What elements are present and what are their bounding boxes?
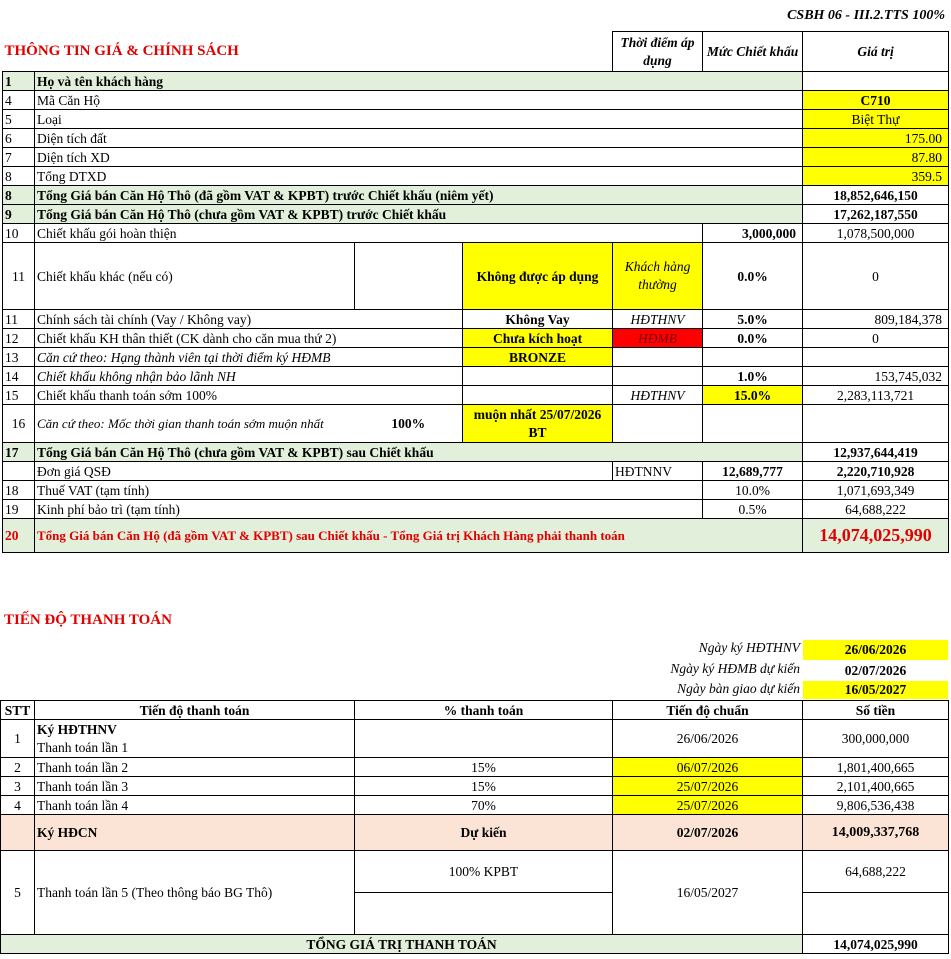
section-title-payment: TIẾN ĐỘ THANH TOÁN (4, 612, 172, 628)
header-time: Thời điểm áp dụng (613, 32, 703, 72)
row-17: 17 Tổng Giá bán Căn Hộ Thô (chưa gồm VAT & KPBT) sau Chiết khấu 12,937,644,419 (3, 443, 949, 462)
grand-total: 14,074,025,990 (803, 519, 949, 553)
row-4: 4 Mã Căn Hộ C710 (3, 91, 949, 110)
payment-schedule-table: STT Tiến độ thanh toán % thanh toán Tiến độ chuẩn Số tiền 1 Ký HĐTHNV Thanh toán lần 1 26/06/2026 300,000,000 2 Thanh toán lần 2 15% 06/07/2026 1,801,400,665 3 Thanh toán lần 3 15% 25/07/2026 2,101,400,665 4 Thanh toán lần 4 70% 25/07/2026 9,806,536,438 Ký HĐCN Dự kiến 02/07/2026 14,009,337,768 5 Thanh toán lần 5 (Theo thông báo BG Thô) 100% KPBT 16/05/2027 64,688,222 TỔNG GIÁ TRỊ THANH TOÁN 14,074,025,990 (0, 700, 949, 954)
row-8a: 8 Tổng DTXD 359.5 (3, 167, 949, 186)
row-7: 7 Diện tích XD 87.80 (3, 148, 949, 167)
payment-total-row: TỔNG GIÁ TRỊ THANH TOÁN 14,074,025,990 (1, 935, 949, 954)
handover-date-label: Ngày bàn giao dự kiến (677, 681, 800, 696)
row-18: 18 Thuế VAT (tạm tính) 10.0% 1,071,693,349 (3, 481, 949, 500)
row-9: 9 Tổng Giá bán Căn Hộ Thô (chưa gồm VAT & KPBT) trước Chiết khấu 17,262,187,550 (3, 205, 949, 224)
row-5: 5 Loại Biệt Thự (3, 110, 949, 129)
payment-row-5a: 5 Thanh toán lần 5 (Theo thông báo BG Thô) 100% KPBT 16/05/2027 64,688,222 (1, 851, 949, 893)
payment-row-1: 1 Ký HĐTHNV Thanh toán lần 1 26/06/2026 300,000,000 (1, 720, 949, 758)
payment-total: 14,074,025,990 (803, 935, 949, 954)
member-rank: BRONZE (463, 348, 613, 367)
row-14: 14 Chiết khấu không nhận bảo lãnh NH 1.0% 153,745,032 (3, 367, 949, 386)
contract-date-label: Ngày ký HĐMB dự kiến (670, 661, 800, 676)
apartment-type: Biệt Thự (803, 110, 949, 129)
total-build-area: 359.5 (803, 167, 949, 186)
list-price: 18,852,646,150 (803, 186, 949, 205)
row-10: 10 Chiết khấu gói hoàn thiện 3,000,000 1,078,500,000 (3, 224, 949, 243)
land-area: 175.00 (803, 129, 949, 148)
row-13: 13 Căn cứ theo: Hạng thành viên tại thời điểm ký HĐMB BRONZE (3, 348, 949, 367)
sign-date: 26/06/2026 (803, 640, 948, 660)
row-6: 6 Diện tích đất 175.00 (3, 129, 949, 148)
header-discount: Mức Chiết khấu (703, 32, 803, 72)
row-qsd: Đơn giá QSĐ HĐTNNV 12,689,777 2,220,710,928 (3, 462, 949, 481)
payment-row-3: 3 Thanh toán lần 3 15% 25/07/2026 2,101,400,665 (1, 777, 949, 796)
row-8b: 8 Tổng Giá bán Căn Hộ Thô (đã gồm VAT & KPBT) trước Chiết khấu (niêm yết) 18,852,646,150 (3, 186, 949, 205)
build-area: 87.80 (803, 148, 949, 167)
handover-date: 16/05/2027 (803, 681, 948, 699)
row-16: 16 Căn cứ theo: Mốc thời gian thanh toán sớm muộn nhất 100% muộn nhất 25/07/2026 BT (3, 405, 949, 443)
document-code: CSBH 06 - III.2.TTS 100% (787, 8, 945, 23)
payment-row-hdcn: Ký HĐCN Dự kiến 02/07/2026 14,009,337,768 (1, 815, 949, 851)
row-19: 19 Kinh phí bảo trì (tạm tính) 0.5% 64,688,222 (3, 500, 949, 519)
row-11a: 11 Chiết khấu khác (nếu có) Không được áp dụng Khách hàng thường 0.0% 0 (3, 243, 949, 310)
payment-row-4: 4 Thanh toán lần 4 70% 25/07/2026 9,806,536,438 (1, 796, 949, 815)
customer-name-label: Họ và tên khách hàng (35, 72, 803, 91)
price-policy-table (2, 31, 949, 553)
row-11b: 11 Chính sách tài chính (Vay / Không vay) Không Vay HĐTHNV 5.0% 809,184,378 (3, 310, 949, 329)
apartment-code: C710 (803, 91, 949, 110)
row-15: 15 Chiết khấu thanh toán sớm 100% HĐTHNV 15.0% 2,283,113,721 (3, 386, 949, 405)
section-title-price: THÔNG TIN GIÁ & CHÍNH SÁCH (3, 32, 613, 72)
row-20: 20 Tổng Giá bán Căn Hộ (đã gồm VAT & KPBT) sau Chiết khấu - Tổng Giá trị Khách Hàng phải thanh toán 14,074,025,990 (3, 519, 949, 553)
row-1: 1 Họ và tên khách hàng (3, 72, 949, 91)
row-12: 12 Chiết khấu KH thân thiết (CK dành cho căn mua thứ 2) Chưa kích hoạt HĐMB 0.0% 0 (3, 329, 949, 348)
customer-name-value (803, 72, 949, 91)
price-excl-vat: 17,262,187,550 (803, 205, 949, 224)
contract-date: 02/07/2026 (844, 663, 907, 678)
sign-date-label: Ngày ký HĐTHNV (698, 640, 800, 655)
header-value: Giá trị (803, 32, 949, 72)
other-discount-status: Không được áp dụng (463, 243, 613, 310)
payment-row-2: 2 Thanh toán lần 2 15% 06/07/2026 1,801,400,665 (1, 758, 949, 777)
